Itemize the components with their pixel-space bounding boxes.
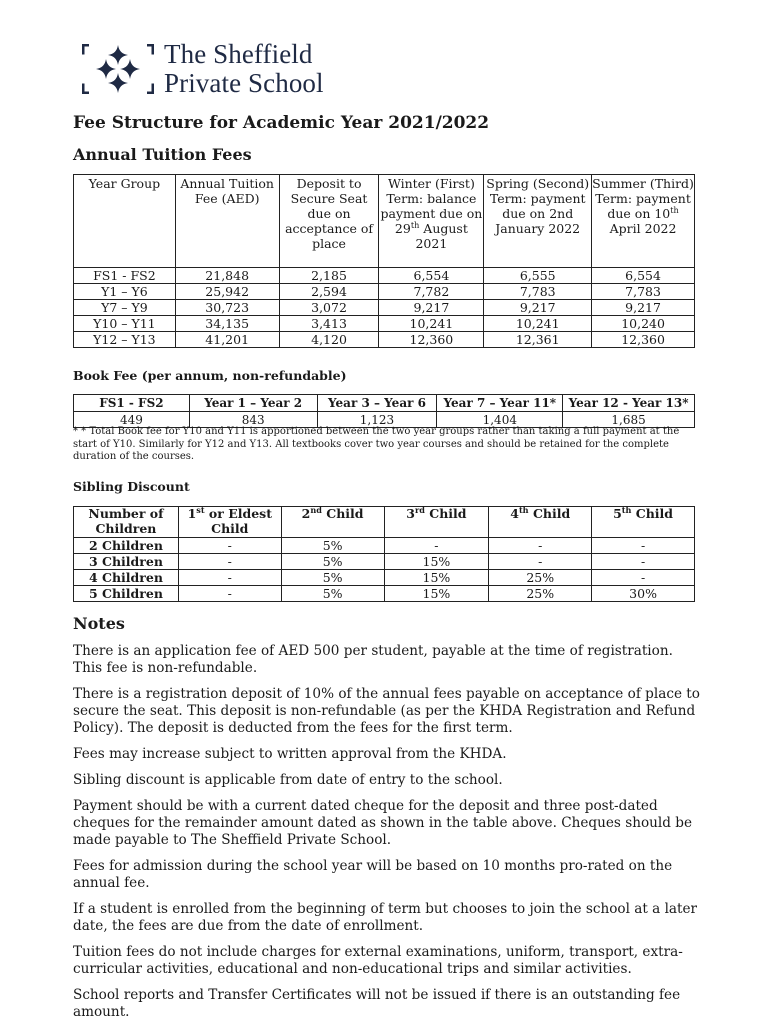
book-fee-heading: Book Fee (per annum, non-refundable) (73, 368, 347, 383)
table-cell: 1,685 (563, 412, 695, 428)
school-crest-icon (80, 41, 156, 97)
table-cell: 9,217 (592, 300, 695, 316)
note-paragraph: Fees for admission during the school year will be based on 10 months pro-rated on the annual fee. (73, 858, 673, 891)
table-row (74, 570, 695, 586)
table-cell: Y12 – Y13 (74, 332, 176, 348)
table-cell: Y7 – Y9 (74, 300, 176, 316)
table-cell: 15% (384, 570, 489, 586)
table-row (74, 316, 695, 332)
col-header (281, 504, 384, 538)
third-child-header: 3rd Child (406, 504, 467, 521)
table-cell: 6,554 (379, 268, 484, 284)
table-cell: 15% (384, 586, 489, 602)
table-cell: 1,123 (317, 412, 437, 428)
note-paragraph: School reports and Transfer Certificates will not be issued if there is an outstanding fee amount. (73, 987, 681, 1020)
table-cell: 10,240 (592, 316, 695, 332)
table-cell: 449 (74, 412, 190, 428)
note-paragraph: Tuition fees do not include charges for external examinations, uniform, transport, extra-curricular activities, educational and non-educational trips and similar activities. (73, 944, 683, 977)
table-cell: - (592, 570, 695, 586)
col-header (384, 504, 489, 538)
table-cell: 9,217 (484, 300, 592, 316)
note-paragraph: There is an application fee of AED 500 per student, payable at the time of registration. This fee is non-refundable. (73, 643, 673, 676)
table-cell: - (592, 554, 695, 570)
table-cell: 3 Children (74, 554, 179, 570)
table-cell: 6,554 (592, 268, 695, 284)
col-header (178, 504, 281, 538)
table-row (74, 586, 695, 602)
table-cell: Y10 – Y11 (74, 316, 176, 332)
book-fee-footnote: * * Total Book fee for Y10 and Y11 is apportioned between the two year groups rather than taking a full payment at the start of Y10. Similarly for Y12 and Y13. All textbooks cover two year courses and should be retained for the complete duration of the courses. (73, 426, 680, 462)
col-header: FS1 - FS2 (74, 395, 190, 412)
table-cell: 15% (384, 554, 489, 570)
notes-heading: Notes (73, 614, 125, 633)
col-header: Deposit to Secure Seat due on acceptance of place (279, 175, 379, 268)
table-cell: - (178, 586, 281, 602)
note-paragraph: Payment should be with a current dated cheque for the deposit and three post-dated cheques for the remainder amount dated as shown in the table above. Cheques should be made payable to The Sheffield Private School. (73, 798, 693, 848)
col-header: Year 7 – Year 11* (437, 395, 563, 412)
col-header (489, 504, 592, 538)
table-cell: Y1 – Y6 (74, 284, 176, 300)
table-cell: 3,413 (279, 316, 379, 332)
table-cell: 10,241 (484, 316, 592, 332)
table-row (74, 268, 695, 284)
col-header (379, 175, 484, 268)
table-cell: 12,360 (592, 332, 695, 348)
table-cell: 1,404 (437, 412, 563, 428)
col-header: Annual Tuition Fee (AED) (175, 175, 279, 268)
table-row (74, 332, 695, 348)
table-cell: 4 Children (74, 570, 179, 586)
winter-term-header: Winter (First) Term: balance payment due on 29th August 2021 (380, 176, 483, 251)
school-name (164, 40, 324, 98)
table-cell: 6,555 (484, 268, 592, 284)
table-cell: - (489, 554, 592, 570)
table-cell: 30% (592, 586, 695, 602)
school-name-line2: Private School (164, 68, 324, 98)
table-cell: 25,942 (175, 284, 279, 300)
table-cell: - (178, 554, 281, 570)
table-cell: 5% (281, 538, 384, 554)
table-cell: 25% (489, 570, 592, 586)
school-logo (80, 40, 324, 98)
table-cell: 25% (489, 586, 592, 602)
note-paragraph: If a student is enrolled from the beginning of term but chooses to join the school at a later date, the fees are due from the date of enrollment. (73, 901, 698, 934)
table-row (74, 300, 695, 316)
table-cell: 12,361 (484, 332, 592, 348)
table-cell: 9,217 (379, 300, 484, 316)
table-cell: 10,241 (379, 316, 484, 332)
table-row (74, 284, 695, 300)
table-cell: 30,723 (175, 300, 279, 316)
table-cell: 34,135 (175, 316, 279, 332)
table-cell: 2,185 (279, 268, 379, 284)
sibling-discount-heading: Sibling Discount (73, 479, 190, 494)
book-fee-table (73, 394, 695, 428)
school-name-line1: The Sheffield (164, 39, 313, 69)
col-header: Number of Children (74, 507, 179, 538)
note-paragraph: There is a registration deposit of 10% of the annual fees payable on acceptance of place to secure the seat. This deposit is non-refundable (as per the KHDA Registration and Refund Policy). The deposit is deducted from the fees for the first term. (73, 686, 700, 736)
col-header (592, 504, 695, 538)
table-cell: 2,594 (279, 284, 379, 300)
col-header: Year 1 – Year 2 (189, 395, 317, 412)
col-header: Spring (Second) Term: payment due on 2nd January 2022 (484, 175, 592, 268)
col-header: Year 12 - Year 13* (563, 395, 695, 412)
table-cell: 7,783 (592, 284, 695, 300)
table-cell: 7,782 (379, 284, 484, 300)
table-cell: 843 (189, 412, 317, 428)
note-paragraph: Sibling discount is applicable from date of entry to the school. (73, 772, 503, 788)
col-header: Year Group (74, 175, 176, 268)
tuition-fee-table (73, 174, 695, 348)
col-header (592, 175, 695, 268)
table-cell: - (489, 538, 592, 554)
table-row (74, 554, 695, 570)
tuition-heading: Annual Tuition Fees (73, 145, 252, 164)
table-cell: 7,783 (484, 284, 592, 300)
table-cell: 12,360 (379, 332, 484, 348)
summer-term-header: Summer (Third) Term: payment due on 10th April 2022 (592, 176, 694, 236)
table-cell: - (178, 570, 281, 586)
fifth-child-header: 5th Child (613, 504, 674, 521)
sibling-discount-table (73, 506, 695, 602)
note-paragraph: Fees may increase subject to written approval from the KHDA. (73, 746, 507, 762)
col-header: Year 3 – Year 6 (317, 395, 437, 412)
table-cell: FS1 - FS2 (74, 268, 176, 284)
second-child-header: 2nd Child (301, 504, 364, 521)
table-cell: - (178, 538, 281, 554)
table-row (74, 538, 695, 554)
eldest-child-header: 1st or Eldest Child (187, 504, 272, 536)
table-cell: 41,201 (175, 332, 279, 348)
table-cell: 21,848 (175, 268, 279, 284)
table-cell: - (592, 538, 695, 554)
table-cell: 5% (281, 554, 384, 570)
table-cell: - (384, 538, 489, 554)
fourth-child-header: 4th Child (510, 504, 571, 521)
table-cell: 3,072 (279, 300, 379, 316)
page-title: Fee Structure for Academic Year 2021/2022 (73, 113, 490, 133)
notes-list (73, 643, 701, 1030)
table-cell: 5% (281, 570, 384, 586)
table-cell: 5 Children (74, 586, 179, 602)
table-cell: 2 Children (74, 538, 179, 554)
table-cell: 4,120 (279, 332, 379, 348)
table-cell: 5% (281, 586, 384, 602)
